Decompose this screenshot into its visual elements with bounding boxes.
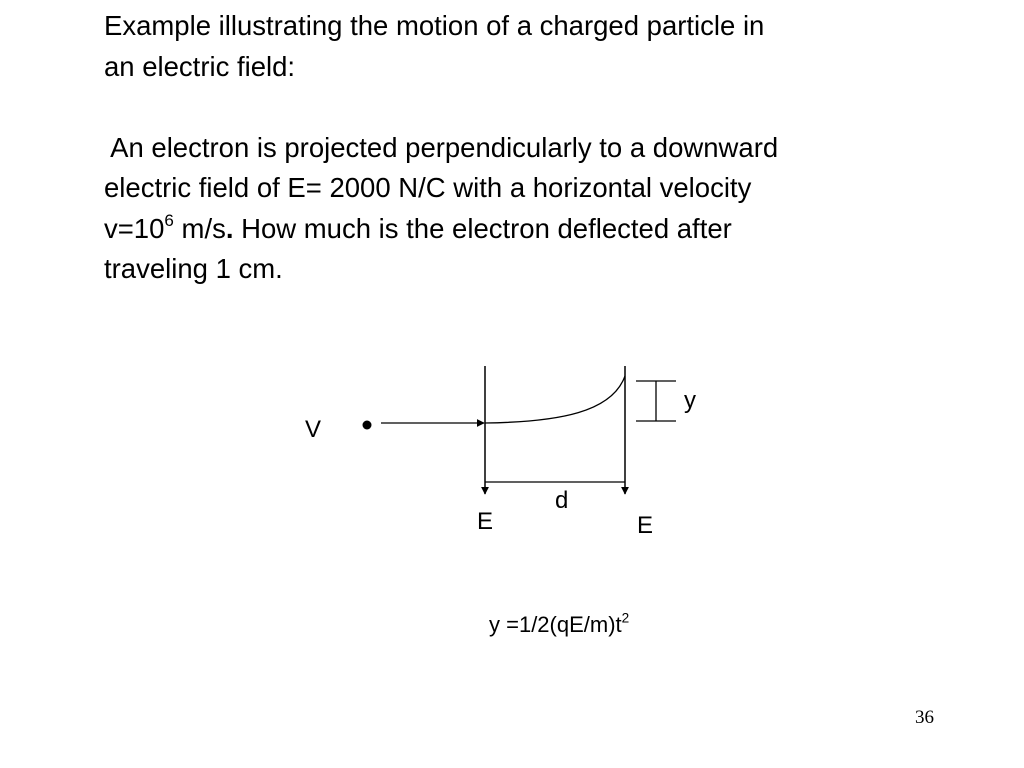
deflection-formula xyxy=(489,610,629,640)
deflection-label: y xyxy=(684,387,696,414)
problem-line-4: traveling 1 cm. xyxy=(104,253,283,284)
field-label-right: E xyxy=(637,512,654,539)
velocity-unit: m/s xyxy=(173,212,226,244)
heading-line-1: Example illustrating the motion of a charged particle in xyxy=(104,10,765,41)
problem-line-2: electric field of E= 2000 N/C with a horizontal velocity xyxy=(104,172,752,203)
velocity-label: V xyxy=(305,416,322,443)
formula-base: y =1/2(qE/m)t xyxy=(489,612,622,637)
formula-exponent: 2 xyxy=(621,610,630,626)
electron-dot-icon xyxy=(363,421,372,430)
velocity-base: v=10 xyxy=(104,212,165,244)
problem-question: How much is the electron deflected after xyxy=(233,212,732,244)
bold-period: . xyxy=(225,212,234,244)
field-label-left: E xyxy=(477,508,494,535)
page-number: 36 xyxy=(915,707,934,728)
heading-line-2: an electric field: xyxy=(104,50,296,82)
problem-line-1: An electron is projected perpendicularly to a downward xyxy=(104,131,779,163)
distance-label: d xyxy=(555,487,569,514)
trajectory-curve xyxy=(485,376,625,423)
velocity-exponent: 6 xyxy=(164,210,174,230)
